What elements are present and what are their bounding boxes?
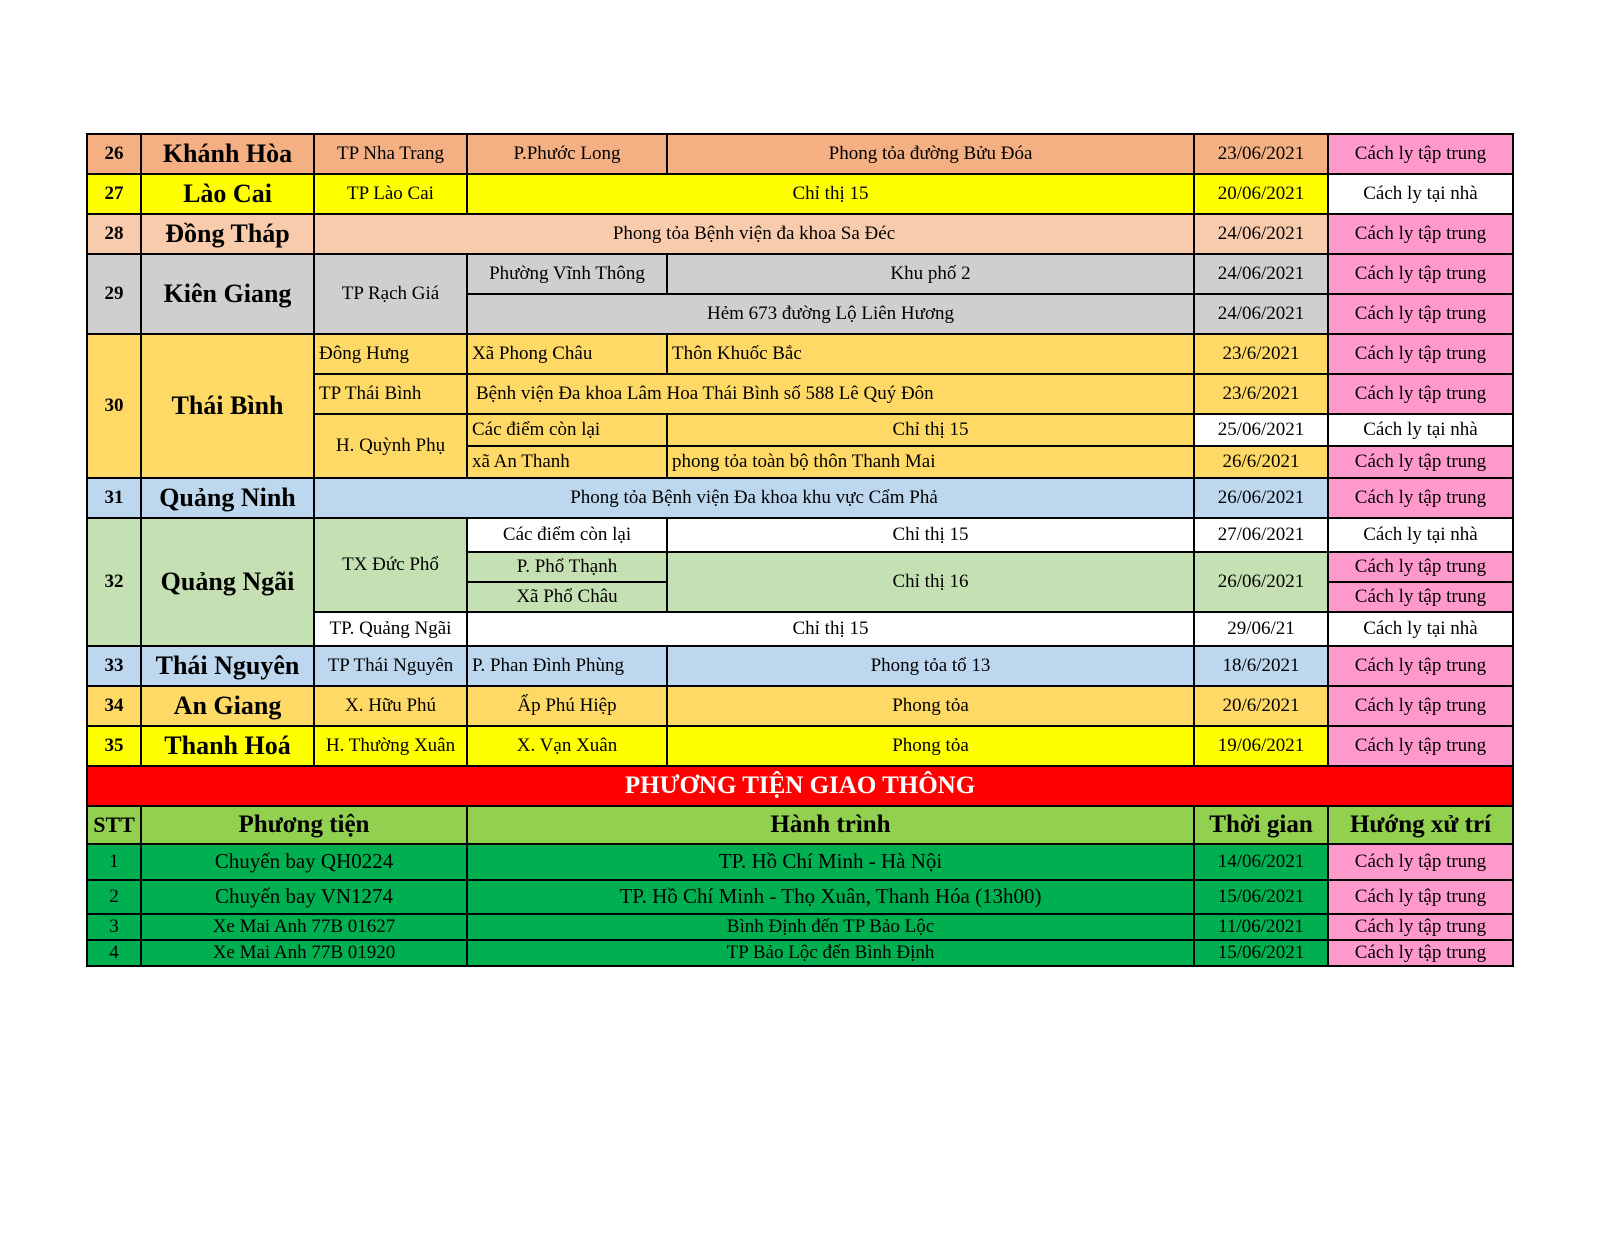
action-cell: Cách ly tại nhà xyxy=(1328,612,1513,646)
transport-action: Cách ly tập trung xyxy=(1328,880,1513,914)
transport-section-title: PHƯƠNG TIỆN GIAO THÔNG xyxy=(87,766,1513,806)
action-cell: Cách ly tập trung xyxy=(1328,254,1513,294)
stt-cell: 35 xyxy=(87,726,141,766)
transport-time: 11/06/2021 xyxy=(1194,914,1328,940)
stt-cell: 29 xyxy=(87,254,141,334)
transport-stt: 4 xyxy=(87,940,141,966)
district-cell: Đông Hưng xyxy=(314,334,467,374)
table-row-28 xyxy=(87,214,1513,254)
district-cell: TP. Quảng Ngãi xyxy=(314,612,467,646)
province-cell: Thái Bình xyxy=(141,334,314,478)
date-cell: 29/06/21 xyxy=(1194,612,1328,646)
transport-row-2 xyxy=(87,880,1513,914)
detail-cell: Phong tỏa đường Bửu Đóa xyxy=(667,134,1194,174)
province-cell: Khánh Hòa xyxy=(141,134,314,174)
province-cell: An Giang xyxy=(141,686,314,726)
table-row-27 xyxy=(87,174,1513,214)
district-cell: TP Nha Trang xyxy=(314,134,467,174)
transport-vehicle: Xe Mai Anh 77B 01920 xyxy=(141,940,467,966)
detail-cell: Phong tỏa Bệnh viện đa khoa Sa Đéc xyxy=(314,214,1194,254)
district-cell: TP Rạch Giá xyxy=(314,254,467,334)
stt-cell: 27 xyxy=(87,174,141,214)
transport-action: Cách ly tập trung xyxy=(1328,940,1513,966)
action-cell: Cách ly tại nhà xyxy=(1328,414,1513,446)
transport-action: Cách ly tập trung xyxy=(1328,914,1513,940)
action-cell: Cách ly tập trung xyxy=(1328,446,1513,478)
date-cell: 23/6/2021 xyxy=(1194,374,1328,414)
province-cell: Lào Cai xyxy=(141,174,314,214)
date-cell: 23/6/2021 xyxy=(1194,334,1328,374)
transport-row-4 xyxy=(87,940,1513,966)
transport-route: Bình Định đến TP Bảo Lộc xyxy=(467,914,1194,940)
stt-cell: 26 xyxy=(87,134,141,174)
table-row-32 xyxy=(87,518,1513,552)
province-cell: Quảng Ngãi xyxy=(141,518,314,646)
transport-row-1 xyxy=(87,844,1513,880)
table-row-26 xyxy=(87,134,1513,174)
action-cell: Cách ly tập trung xyxy=(1328,686,1513,726)
ward-cell: xã An Thanh xyxy=(467,446,667,478)
stt-cell: 33 xyxy=(87,646,141,686)
ward-cell: Xã Phổ Châu xyxy=(467,582,667,612)
date-cell: 27/06/2021 xyxy=(1194,518,1328,552)
detail-cell: Bệnh viện Đa khoa Lâm Hoa Thái Bình số 588 Lê Quý Đôn xyxy=(467,374,1194,414)
date-cell: 26/6/2021 xyxy=(1194,446,1328,478)
detail-cell: Chỉ thị 15 xyxy=(667,518,1194,552)
table-row-34 xyxy=(87,686,1513,726)
date-cell: 25/06/2021 xyxy=(1194,414,1328,446)
table-row-33 xyxy=(87,646,1513,686)
transport-vehicle: Xe Mai Anh 77B 01627 xyxy=(141,914,467,940)
district-cell: H. Thường Xuân xyxy=(314,726,467,766)
detail-cell: Khu phố 2 xyxy=(667,254,1194,294)
province-cell: Đồng Tháp xyxy=(141,214,314,254)
date-cell: 20/06/2021 xyxy=(1194,174,1328,214)
date-cell: 26/06/2021 xyxy=(1194,552,1328,612)
ward-cell: P. Phổ Thạnh xyxy=(467,552,667,582)
ward-cell: Phường Vĩnh Thông xyxy=(467,254,667,294)
transport-route: TP. Hồ Chí Minh - Thọ Xuân, Thanh Hóa (13h00) xyxy=(467,880,1194,914)
transport-header-row xyxy=(87,806,1513,844)
transport-stt: 2 xyxy=(87,880,141,914)
action-cell: Cách ly tập trung xyxy=(1328,582,1513,612)
date-cell: 26/06/2021 xyxy=(1194,478,1328,518)
district-cell: TX Đức Phổ xyxy=(314,518,467,612)
transport-row-3 xyxy=(87,914,1513,940)
transport-title-row xyxy=(87,766,1513,806)
action-cell: Cách ly tập trung xyxy=(1328,214,1513,254)
date-cell: 20/6/2021 xyxy=(1194,686,1328,726)
table-row-29 xyxy=(87,254,1513,294)
action-cell: Cách ly tại nhà xyxy=(1328,518,1513,552)
ward-cell: Các điểm còn lại xyxy=(467,518,667,552)
stt-cell: 32 xyxy=(87,518,141,646)
table-row-31 xyxy=(87,478,1513,518)
ward-cell: X. Vạn Xuân xyxy=(467,726,667,766)
header-stt: STT xyxy=(87,806,141,844)
stt-cell: 31 xyxy=(87,478,141,518)
province-cell: Kiên Giang xyxy=(141,254,314,334)
stt-cell: 30 xyxy=(87,334,141,478)
table-row-30 xyxy=(87,334,1513,374)
detail-cell: Thôn Khuốc Bắc xyxy=(667,334,1194,374)
ward-cell: P.Phước Long xyxy=(467,134,667,174)
transport-stt: 3 xyxy=(87,914,141,940)
action-cell: Cách ly tập trung xyxy=(1328,374,1513,414)
header-route: Hành trình xyxy=(467,806,1194,844)
date-cell: 23/06/2021 xyxy=(1194,134,1328,174)
transport-time: 15/06/2021 xyxy=(1194,880,1328,914)
transport-time: 14/06/2021 xyxy=(1194,844,1328,880)
action-cell: Cách ly tại nhà xyxy=(1328,174,1513,214)
province-cell: Thanh Hoá xyxy=(141,726,314,766)
detail-cell: Phong tỏa xyxy=(667,726,1194,766)
action-cell: Cách ly tập trung xyxy=(1328,294,1513,334)
district-cell: TP Lào Cai xyxy=(314,174,467,214)
table-row-35 xyxy=(87,726,1513,766)
ward-cell: Các điểm còn lại xyxy=(467,414,667,446)
detail-cell: Phong tỏa tổ 13 xyxy=(667,646,1194,686)
action-cell: Cách ly tập trung xyxy=(1328,726,1513,766)
transport-time: 15/06/2021 xyxy=(1194,940,1328,966)
district-cell: X. Hữu Phú xyxy=(314,686,467,726)
province-cell: Quảng Ninh xyxy=(141,478,314,518)
district-cell: TP Thái Bình xyxy=(314,374,467,414)
transport-vehicle: Chuyến bay VN1274 xyxy=(141,880,467,914)
transport-route: TP. Hồ Chí Minh - Hà Nội xyxy=(467,844,1194,880)
stt-cell: 28 xyxy=(87,214,141,254)
date-cell: 24/06/2021 xyxy=(1194,254,1328,294)
header-action: Hướng xử trí xyxy=(1328,806,1513,844)
date-cell: 19/06/2021 xyxy=(1194,726,1328,766)
action-cell: Cách ly tập trung xyxy=(1328,478,1513,518)
action-cell: Cách ly tập trung xyxy=(1328,646,1513,686)
detail-cell: Chỉ thị 15 xyxy=(467,174,1194,214)
district-cell: TP Thái Nguyên xyxy=(314,646,467,686)
stt-cell: 34 xyxy=(87,686,141,726)
detail-cell: Phong tỏa Bệnh viện Đa khoa khu vực Cẩm Phả xyxy=(314,478,1194,518)
transport-action: Cách ly tập trung xyxy=(1328,844,1513,880)
action-cell: Cách ly tập trung xyxy=(1328,334,1513,374)
ward-cell: Ấp Phú Hiệp xyxy=(467,686,667,726)
date-cell: 24/06/2021 xyxy=(1194,214,1328,254)
ward-cell: P. Phan Đình Phùng xyxy=(467,646,667,686)
action-cell: Cách ly tập trung xyxy=(1328,134,1513,174)
header-vehicle: Phương tiện xyxy=(141,806,467,844)
ward-cell: Xã Phong Châu xyxy=(467,334,667,374)
date-cell: 18/6/2021 xyxy=(1194,646,1328,686)
detail-cell: Chỉ thị 16 xyxy=(667,552,1194,612)
detail-cell: phong tỏa toàn bộ thôn Thanh Mai xyxy=(667,446,1194,478)
province-cell: Thái Nguyên xyxy=(141,646,314,686)
header-time: Thời gian xyxy=(1194,806,1328,844)
detail-cell: Chỉ thị 15 xyxy=(467,612,1194,646)
transport-stt: 1 xyxy=(87,844,141,880)
outbreak-locations-table xyxy=(86,133,1514,967)
detail-cell: Hẻm 673 đường Lộ Liên Hương xyxy=(467,294,1194,334)
detail-cell: Phong tỏa xyxy=(667,686,1194,726)
action-cell: Cách ly tập trung xyxy=(1328,552,1513,582)
transport-vehicle: Chuyến bay QH0224 xyxy=(141,844,467,880)
transport-route: TP Bảo Lộc đến Bình Định xyxy=(467,940,1194,966)
detail-cell: Chỉ thị 15 xyxy=(667,414,1194,446)
district-cell: H. Quỳnh Phụ xyxy=(314,414,467,478)
date-cell: 24/06/2021 xyxy=(1194,294,1328,334)
